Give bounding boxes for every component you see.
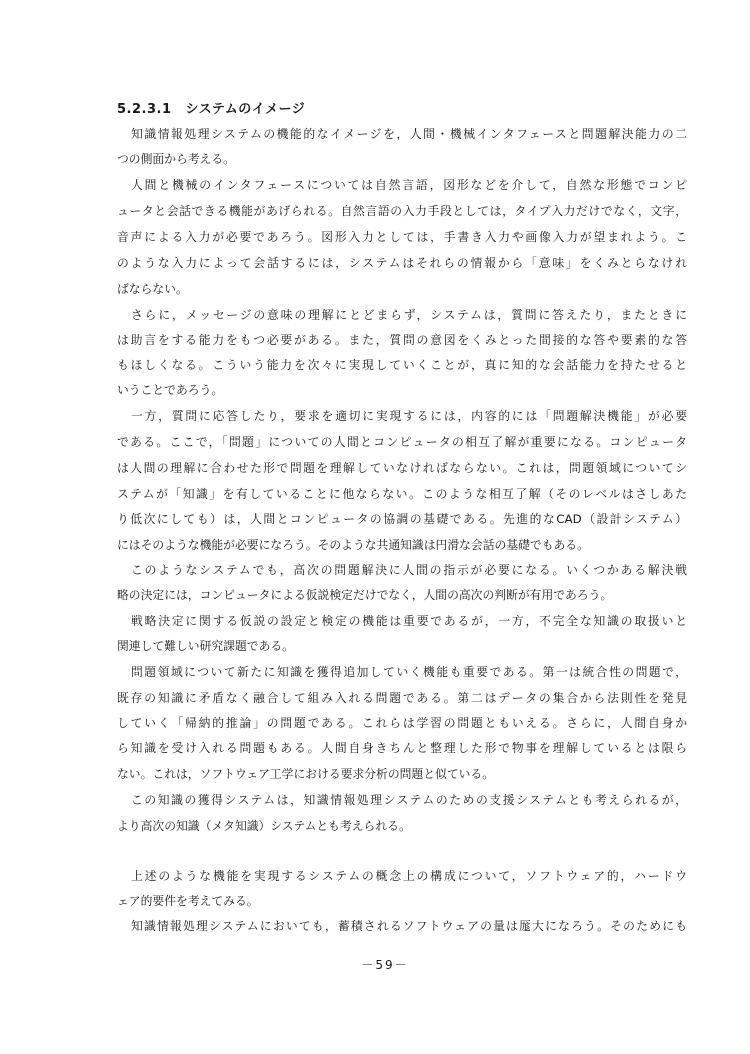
text-line: つの側面から考える。 bbox=[117, 152, 235, 166]
section-heading bbox=[117, 98, 305, 117]
section-title: システムのイメージ bbox=[185, 102, 306, 117]
text-line: ばならない。 bbox=[117, 282, 188, 296]
text-line: 問題領域について新たに知識を獲得追加していく機能も重要である。第一は統合性の問題で， bbox=[131, 665, 687, 679]
text-line: は助言をする能力をもつ必要がある。また，質問の意図をくみとった間接的な答や要素的な答 bbox=[117, 333, 687, 347]
text-line: 人間と機械のインタフェースについては自然言語，図形などを介して，自然な形態でコンピ bbox=[131, 178, 687, 192]
text-line: 音声による入力が必要であろう。図形入力としては，手書き入力や画像入力が望まれよう。こ bbox=[117, 230, 687, 244]
section-number: 5.2.3.1 bbox=[117, 102, 172, 117]
text-line: ない。これは，ソフトウェア工学における要求分析の問題と似ている。 bbox=[117, 767, 495, 781]
text-line: この知識の獲得システムは，知識情報処理システムのための支援システムとも考えられるが， bbox=[131, 793, 687, 807]
text-line: 既存の知識に矛盾なく融合して組み入れる問題である。第二はデータの集合から法則性を発見 bbox=[117, 691, 687, 705]
text-line: いうことであろう。 bbox=[117, 383, 224, 397]
text-line: ステムが「知識」を有していることに他ならない。このような相互了解（そのレベルはさしあた bbox=[117, 487, 687, 501]
text-line: 上述のような機能を実現するシステムの概念上の構成について，ソフトウェア的，ハードウ bbox=[131, 869, 687, 883]
text-line: このようなシステムでも，高次の問題解決に人間の指示が必要になる。いくつかある解決戦 bbox=[131, 563, 687, 577]
text-line: より高次の知識（メタ知識）システムとも考えられる。 bbox=[117, 819, 411, 833]
text-line: 知識情報処理システムの機能的なイメージを，人間・機械インタフェースと問題解決能力の二 bbox=[131, 127, 687, 141]
text-line: もほしくなる。こういう能力を次々に実現していくことが，真に知的な会話能力を持たせると bbox=[117, 358, 687, 372]
text-line: のような入力によって会話するには，システムはそれらの情報から「意味」をくみとらなけれ bbox=[117, 256, 687, 270]
text-line: は人間の理解に合わせた形で問題を理解していなければならない。これは，問題領域についてシ bbox=[117, 461, 687, 475]
text-line: にはそのような機能が必要になろう。そのような共通知識は円滑な会話の基礎でもある。 bbox=[117, 538, 589, 552]
text-line: ュータと会話できる機能があげられる。自然言語の入力手段としては，タイプ入力だけでなく，文字， bbox=[117, 204, 687, 218]
text-line: 知識情報処理システムにおいても，蓄積されるソフトウェアの量は厖大になろう。そのためにも bbox=[131, 919, 687, 933]
text-line: 関連して難しい研究課題である。 bbox=[117, 639, 294, 653]
text-line: 略の決定には，コンピュータによる仮説検定だけでなく，人間の高次の判断が有用であろう。 bbox=[117, 588, 613, 602]
text-line: していく「帰納的推論」の問題である。これらは学習の問題ともいえる。さらに，人間自身か bbox=[117, 716, 687, 730]
page-number: －59－ bbox=[361, 958, 409, 972]
text-line: 一方，質問に応答したり，要求を適切に実現するには，内容的には「問題解決機能」が必要 bbox=[131, 409, 687, 423]
text-line: ェア的要件を考えてみる。 bbox=[117, 894, 259, 908]
text-line: さらに，メッセージの意味の理解にとどまらず，システムは，質問に答えたり，またときに bbox=[131, 308, 687, 322]
text-line: である。ここで，「問題」についての人間とコンピュータの相互了解が重要になる。コンピュータ bbox=[117, 435, 687, 449]
text-line: ら知識を受け入れる問題もある。人間自身きちんと整理した形で物事を理解しているとは限ら bbox=[117, 741, 687, 755]
text-line: り低次にしても）は，人間とコンピュータの協調の基礎である。先進的なCAD（設計システム） bbox=[117, 512, 687, 526]
text-line: 戦略決定に関する仮説の設定と検定の機能は重要であるが，一方，不完全な知識の取扱いと bbox=[131, 614, 687, 628]
